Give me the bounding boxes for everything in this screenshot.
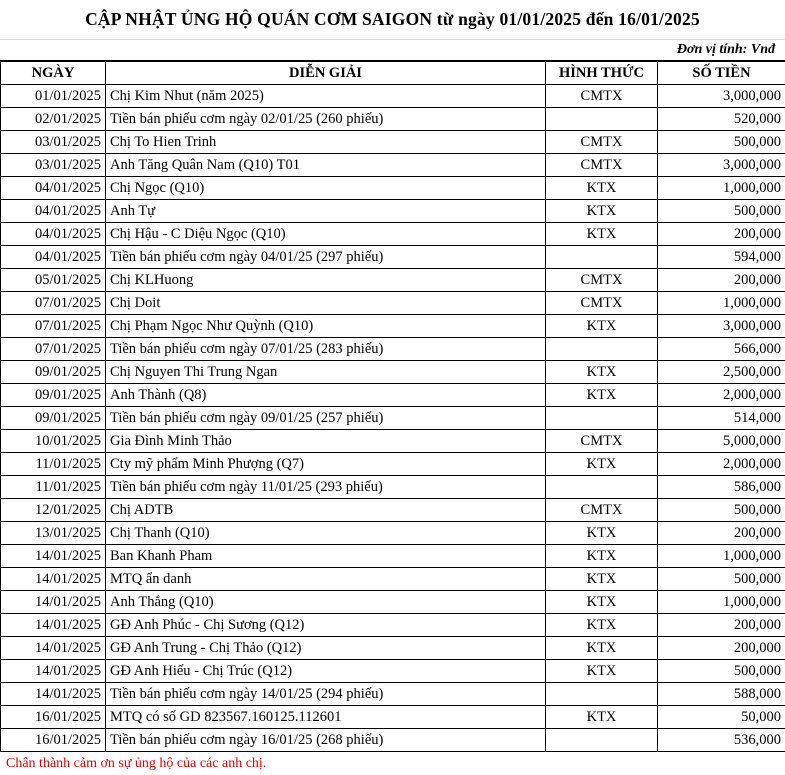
cell-description: Tiền bán phiếu cơm ngày 02/01/25 (260 phiếu) — [106, 108, 546, 131]
cell-date: 14/01/2025 — [1, 545, 106, 568]
cell-description: Tiền bán phiếu cơm ngày 04/01/25 (297 phiếu) — [106, 246, 546, 269]
cell-amount: 500,000 — [658, 200, 785, 223]
cell-form: KTX — [546, 361, 658, 384]
cell-form: KTX — [546, 223, 658, 246]
cell-amount: 586,000 — [658, 476, 785, 499]
table-row — [1, 453, 785, 476]
table-row — [1, 660, 785, 683]
cell-date: 16/01/2025 — [1, 729, 106, 752]
cell-date: 09/01/2025 — [1, 384, 106, 407]
cell-date: 04/01/2025 — [1, 177, 106, 200]
cell-amount: 566,000 — [658, 338, 785, 361]
table-row — [1, 706, 785, 729]
cell-form: KTX — [546, 568, 658, 591]
cell-date: 14/01/2025 — [1, 637, 106, 660]
cell-date: 05/01/2025 — [1, 269, 106, 292]
cell-amount: 2,000,000 — [658, 453, 785, 476]
page-title: CẬP NHẬT ỦNG HỘ QUÁN CƠM SAIGON từ ngày 01/01/2025 đến 16/01/2025 — [0, 0, 785, 40]
table-row — [1, 315, 785, 338]
cell-form — [546, 476, 658, 499]
cell-amount: 1,000,000 — [658, 292, 785, 315]
cell-description: GĐ Anh Trung - Chị Thảo (Q12) — [106, 637, 546, 660]
table-row — [1, 407, 785, 430]
cell-date: 01/01/2025 — [1, 85, 106, 108]
cell-date: 07/01/2025 — [1, 315, 106, 338]
cell-date: 12/01/2025 — [1, 499, 106, 522]
cell-form — [546, 407, 658, 430]
cell-form — [546, 246, 658, 269]
cell-description: Anh Thành (Q8) — [106, 384, 546, 407]
cell-description: Chị ADTB — [106, 499, 546, 522]
cell-description: Anh Tăng Quân Nam (Q10) T01 — [106, 154, 546, 177]
table-row — [1, 614, 785, 637]
cell-form: CMTX — [546, 292, 658, 315]
table-row — [1, 522, 785, 545]
table-row — [1, 246, 785, 269]
thank-you-note: Chân thành cảm ơn sự ủng hộ của các anh chị. — [6, 756, 267, 771]
cell-form: CMTX — [546, 499, 658, 522]
cell-description: Tiền bán phiếu cơm ngày 16/01/25 (268 phiếu) — [106, 729, 546, 752]
cell-description: Chị Nguyen Thi Trung Ngan — [106, 361, 546, 384]
cell-amount: 1,000,000 — [658, 591, 785, 614]
table-row — [1, 108, 785, 131]
cell-amount: 50,000 — [658, 706, 785, 729]
cell-description: Chị Kim Nhut (năm 2025) — [106, 85, 546, 108]
cell-amount: 200,000 — [658, 269, 785, 292]
table-row — [1, 568, 785, 591]
cell-form: KTX — [546, 637, 658, 660]
cell-form: CMTX — [546, 154, 658, 177]
cell-description: Gia Đình Minh Thảo — [106, 430, 546, 453]
cell-amount: 500,000 — [658, 568, 785, 591]
cell-form: KTX — [546, 660, 658, 683]
table-row — [1, 729, 785, 752]
cell-date: 07/01/2025 — [1, 292, 106, 315]
table-row — [1, 131, 785, 154]
column-header-form: HÌNH THỨC — [546, 62, 658, 85]
cell-amount: 500,000 — [658, 499, 785, 522]
table-row — [1, 430, 785, 453]
table-row — [1, 361, 785, 384]
cell-date: 04/01/2025 — [1, 246, 106, 269]
cell-amount: 200,000 — [658, 522, 785, 545]
cell-description: Tiền bán phiếu cơm ngày 14/01/25 (294 phiếu) — [106, 683, 546, 706]
cell-form — [546, 683, 658, 706]
table-row — [1, 154, 785, 177]
cell-date: 09/01/2025 — [1, 407, 106, 430]
cell-form: CMTX — [546, 131, 658, 154]
cell-description: Chị Ngọc (Q10) — [106, 177, 546, 200]
cell-description: MTQ ẩn danh — [106, 568, 546, 591]
table-row — [1, 292, 785, 315]
cell-date: 04/01/2025 — [1, 200, 106, 223]
cell-form: KTX — [546, 453, 658, 476]
cell-form — [546, 108, 658, 131]
cell-form: KTX — [546, 200, 658, 223]
cell-description: Anh Thắng (Q10) — [106, 591, 546, 614]
column-header-amount: SỐ TIỀN — [658, 62, 785, 85]
cell-date: 11/01/2025 — [1, 476, 106, 499]
cell-description: GĐ Anh Hiếu - Chị Trúc (Q12) — [106, 660, 546, 683]
cell-date: 03/01/2025 — [1, 131, 106, 154]
cell-date: 14/01/2025 — [1, 614, 106, 637]
donation-table — [0, 61, 785, 752]
cell-description: Anh Tự — [106, 200, 546, 223]
cell-description: Tiền bán phiếu cơm ngày 11/01/25 (293 phiếu) — [106, 476, 546, 499]
cell-amount: 200,000 — [658, 637, 785, 660]
cell-amount: 500,000 — [658, 660, 785, 683]
column-header-date: NGÀY — [1, 62, 106, 85]
table-row — [1, 637, 785, 660]
cell-description: MTQ có số GD 823567.160125.112601 — [106, 706, 546, 729]
cell-amount: 514,000 — [658, 407, 785, 430]
cell-form: CMTX — [546, 269, 658, 292]
cell-date: 02/01/2025 — [1, 108, 106, 131]
cell-form — [546, 729, 658, 752]
cell-amount: 2,000,000 — [658, 384, 785, 407]
cell-form: KTX — [546, 315, 658, 338]
cell-description: Cty mỹ phẩm Minh Phượng (Q7) — [106, 453, 546, 476]
table-row — [1, 499, 785, 522]
cell-date: 14/01/2025 — [1, 568, 106, 591]
cell-amount: 3,000,000 — [658, 315, 785, 338]
cell-amount: 3,000,000 — [658, 154, 785, 177]
cell-description: Chị Doit — [106, 292, 546, 315]
column-header-description: DIỄN GIẢI — [106, 62, 546, 85]
table-row — [1, 683, 785, 706]
cell-description: Ban Khanh Pham — [106, 545, 546, 568]
cell-date: 09/01/2025 — [1, 361, 106, 384]
cell-date: 16/01/2025 — [1, 706, 106, 729]
table-row — [1, 200, 785, 223]
cell-amount: 3,000,000 — [658, 85, 785, 108]
table-row — [1, 591, 785, 614]
table-row — [1, 545, 785, 568]
cell-form: CMTX — [546, 430, 658, 453]
cell-form: CMTX — [546, 85, 658, 108]
table-row — [1, 338, 785, 361]
cell-description: Chị To Hien Trinh — [106, 131, 546, 154]
unit-label: Đơn vị tính: Vnđ — [0, 40, 785, 61]
cell-date: 14/01/2025 — [1, 591, 106, 614]
cell-amount: 1,000,000 — [658, 545, 785, 568]
cell-date: 10/01/2025 — [1, 430, 106, 453]
cell-form: KTX — [546, 177, 658, 200]
cell-form: KTX — [546, 614, 658, 637]
cell-form: KTX — [546, 384, 658, 407]
cell-description: Chị KLHuong — [106, 269, 546, 292]
cell-description: Chị Hậu - C Diệu Ngọc (Q10) — [106, 223, 546, 246]
cell-date: 14/01/2025 — [1, 660, 106, 683]
table-row — [1, 223, 785, 246]
cell-date: 13/01/2025 — [1, 522, 106, 545]
cell-amount: 588,000 — [658, 683, 785, 706]
cell-amount: 536,000 — [658, 729, 785, 752]
cell-amount: 500,000 — [658, 131, 785, 154]
cell-date: 07/01/2025 — [1, 338, 106, 361]
cell-form: KTX — [546, 545, 658, 568]
table-row — [1, 85, 785, 108]
cell-date: 14/01/2025 — [1, 683, 106, 706]
cell-amount: 200,000 — [658, 614, 785, 637]
table-row — [1, 384, 785, 407]
table-row — [1, 177, 785, 200]
cell-description: GĐ Anh Phúc - Chị Sương (Q12) — [106, 614, 546, 637]
cell-amount: 200,000 — [658, 223, 785, 246]
cell-date: 11/01/2025 — [1, 453, 106, 476]
cell-form — [546, 338, 658, 361]
cell-date: 03/01/2025 — [1, 154, 106, 177]
cell-description: Tiền bán phiếu cơm ngày 07/01/25 (283 phiếu) — [106, 338, 546, 361]
table-row — [1, 269, 785, 292]
table-row — [1, 476, 785, 499]
table-header-row — [1, 62, 785, 85]
cell-amount: 1,000,000 — [658, 177, 785, 200]
cell-amount: 520,000 — [658, 108, 785, 131]
cell-description: Chị Phạm Ngọc Như Quỳnh (Q10) — [106, 315, 546, 338]
cell-amount: 594,000 — [658, 246, 785, 269]
cell-form: KTX — [546, 706, 658, 729]
cell-description: Tiền bán phiếu cơm ngày 09/01/25 (257 phiếu) — [106, 407, 546, 430]
table-body — [1, 85, 785, 752]
cell-form: KTX — [546, 591, 658, 614]
cell-description: Chị Thanh (Q10) — [106, 522, 546, 545]
cell-amount: 5,000,000 — [658, 430, 785, 453]
cell-amount: 2,500,000 — [658, 361, 785, 384]
cell-date: 04/01/2025 — [1, 223, 106, 246]
cell-form: KTX — [546, 522, 658, 545]
